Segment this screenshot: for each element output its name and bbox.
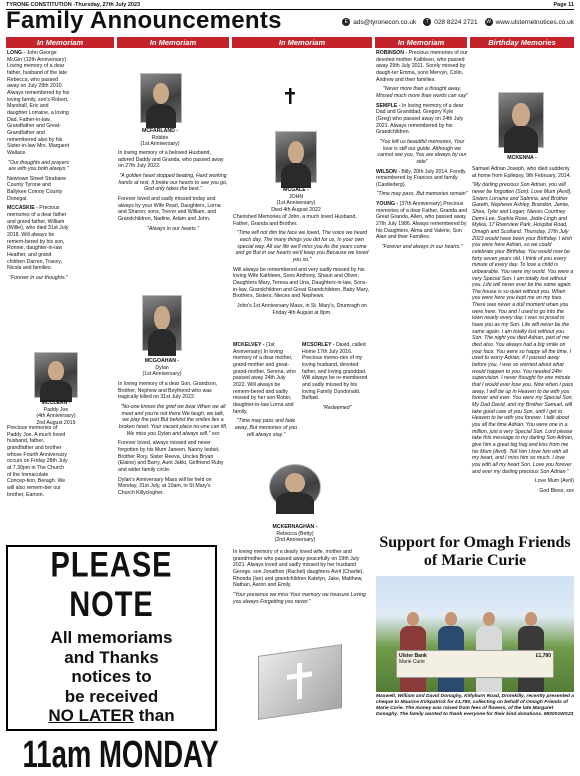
notice-verse: "Always in our hearts.": [147, 225, 199, 232]
notice-body: Precious memories of a dear father and grand father, William (Willie), who died 31st July 2018. Will always be remem-bered by his son, Ronnie, daughter-in-law Heather, and grand children Darren, Tracey, Nicola and families.: [7, 205, 69, 272]
notice-verse: "My darling precious Son Adrian, you will never be forgotten (Son). Love Mum (Avril), Sisters Lorraine and Sabrina, and Brother Gareth, Nephews Ashley, Brandon, Jamie, Shea, Tyler and Logan; Nieces Courtney Demi-Lee, Sophia Rose, Jodie-Lingh and Mylea, 17 Riverview Park, Hospital Road, Omagh and Scotland. Thursday, 27th July 2023 would have been your Birthday. I wish you were here Adrian, so we could celebrate your Birthday. You would now be forty seven years old. I think of you every minute of every day. To lose a child is unbearable. You were my world. You were a very Special Son. I am totally lost without you. Life will never ever be the same again. The house is so quiet without you. When you were here you kept me on my toes. There was never a dull moment when you were here. You and I used to go into the town nearly every day. I was so proud to have you as my Son. Life will never be the same again. I am totally lost without you Son. The night you died Adrian, part of me died also. You always had a big smile on your face. You were so happy all the time. I used to worry Adrian, if I passed away before you, I was so worried about what would happen to you. You needed 24hr supervision. I never thought for one minute that I would ever lose you. Now when I pass away, I will be up in Heaven to be with you forever and ever. You were my Special Son, My Dad David, and my Brother Samuel, will take good care of you Son, until I get to Heaven to be with you forever. I talk about you all the time Adrian. You were one in a million, just a very Special Son. Lord please take this message to my darling Son Adrian, give him a great big hug and kiss from me his Mum (Avril). Tell him I love him with all my heart, and I miss him so much. I love you with all my heart Son. Love you forever and ever my darling precious Son Adrian.": [472, 182, 574, 475]
notice-name: MCKENNA -: [507, 155, 537, 161]
notice-caption: MCGALE - JOHN (1st Anniversary) Died 4th August 2022: [271, 187, 321, 213]
portrait-photo: [275, 131, 317, 183]
portrait-photo: [142, 295, 182, 351]
notice-family: Forever loved, always missed and never forgotten by his Mum Janeen, Nanny Isobel, Brother Rory, Sister Reeva, Uncles Bryan (Elaine) and Barry, Aunt Jakki, Girlfriend Ruby and wider family circle.: [118, 440, 224, 473]
email-icon: E: [342, 18, 350, 26]
notice-caption: MCKERNAGHAN - Rebecca (Betty) (2nd Anniversary): [272, 524, 318, 543]
notice-place: Newtown Street Strabane County Tyrone and Ballykee Comoy County Donegal.: [7, 175, 67, 202]
notice-body: Precious memories of Paddy Joe. A much loved husband, father, grandfather and brother whose Fourth Anniversary occurs on Friday 28th July at 7.30pm in The Church of the Immaculate Concep-tion, Beragh. We will also remem-ber our brother, Eamon.: [7, 425, 68, 498]
notice-mcclean: [7, 425, 69, 543]
notice-verse: "Never more than a thought away, Missed much more than words can say": [376, 86, 468, 99]
notice-name: MCCASKIE -: [7, 205, 38, 212]
cheque-amount: £1,780: [535, 653, 551, 659]
notice-verse: "No-one knows the grief we bear When we all meet and you're not there We laugh, we talk, we play the part But behind the smiles lies a broken heart. Your vacant place no-one can fill, We miss you Dylan and always will." xxx: [118, 403, 228, 437]
notice-body: John George McGirr (12th Anniversary) Loving memory of a dear father, husband of the late Rebecca, who passed away on July 28th 2010. Always remembered by his loving family, son's Robert, Marshall, Eric and daughter Lorraine, a loving Dad, Father-in-law, Grandfather and Great-Grandfather and remembered also by his Sister-in-law Mrs. Margaret Wallace.: [7, 50, 70, 156]
web-icon: W: [486, 19, 491, 25]
notice-verse: "Forever and always in our hearts.": [381, 244, 463, 251]
notice-mass: John's 1st Anniversary Mass, in St. Mary's, Drumragh on Friday 4th August at 8pm.: [237, 302, 367, 316]
notice-body: In loving memory of a dearly loved wife, mother and grandmother who passed away peacefully on 19th July 2021. Always loved and sadly missed by her husband George, son Jonathon (Rachel) daughters Avril (Charlie), Rhonda (Ian) and grandchildren Katelyn, Jake, Matthew, Nathan, Aaron and Emily.: [233, 549, 364, 589]
notice-caption: MCGOAHAN - Dylan (1st Anniversary): [142, 358, 182, 377]
notice-verse: "Our thoughts and prayers are with you both always.": [8, 159, 69, 173]
notice-long: [7, 50, 70, 350]
notice-body: In loving memory of a beloved Husband, adored Daddy and Granda, who passed away on 27th July 2022.: [118, 150, 224, 170]
portrait-photo: [498, 92, 544, 148]
notice-mckelvey: [233, 342, 299, 462]
notice-body: Cherished Memories of John, a much loved Husband, Father, Granda and Brother.: [233, 214, 357, 227]
notice-body: In loving memory of a dear Dad and Granddad, Gregory Kyle (Greg) who passed away on 24th July 2021. Always remembered by his Grandchildren.: [376, 102, 464, 136]
notice-verse: "You left us beautiful memories, Your love is still our guide. Although we cannot see you, You are always by our side": [377, 138, 467, 165]
support-title: Support for Omagh Friends of Marie Curie: [379, 534, 571, 569]
notice-name: YOUNG -: [376, 201, 399, 208]
cheque: [396, 650, 554, 678]
notice-verse: "Forever in our thoughts.": [9, 275, 68, 281]
publication-date: TYRONE CONSTITUTION -Thursday, 27th July 2023: [6, 2, 141, 8]
cross-icon: [285, 88, 295, 104]
page-title: Family Announcements: [6, 7, 282, 34]
notice-body: (1st Anniversary) In loving memory of a dear mother, grand-mother and great-grand-mother, Serena, who passed away 24th July 2022. Will always be remem-bered and sadly missed by her son Robin, daughter-in-law Lorna and family.: [233, 342, 296, 415]
notice-family: Will always be remembered and very sadly missed by his loving Wife Kathleen, Sons Anthony, Shaun and Oliver, Daughters Mary, Teresa and Una, Daughters-in-law, Sons-in-law, Grandchildren and Great Grandchildren, Baby Mary, Brothers, Sisters, Nieces and Nephews.: [233, 266, 369, 300]
notice-verse: "Your presence we miss Your memory we treasure Loving you always Forgetting you never.": [233, 591, 366, 605]
page-number: Page 11: [553, 2, 574, 8]
bible-illustration: [258, 644, 342, 720]
portrait-photo: [34, 352, 78, 398]
portrait-photo: [269, 464, 321, 510]
notice-verse: "Time may pass, But memories remain": [376, 191, 468, 198]
section-header: In Memoriam: [6, 37, 114, 48]
notice-verse: "Time may pass and fade away, But memories of you will always stay.": [234, 418, 298, 438]
notice-name: SEMPLE -: [376, 102, 401, 109]
section-header: Birthday Memories: [470, 37, 574, 48]
notice-name: MCKELVEY -: [233, 342, 265, 348]
notice-name: LONG -: [7, 50, 26, 56]
notice-mass: Dylan's Anniversary Mass will be held on Monday, 31st July, at 10am, in St Mary's Church Killyclogher.: [118, 476, 212, 496]
notice-body: In loving memory of a dear Son, Grandson, Brother, Nephew and Boyfriend who was tragically killed on 31st July 2022.: [118, 381, 218, 401]
contact-bar: [342, 18, 574, 26]
notice-name: MCSORLEY -: [302, 342, 335, 348]
notice-verse: "Redeemed": [322, 404, 352, 411]
web-link[interactable]: www.ulsternetnotices.co.uk: [495, 18, 574, 26]
cheque-payee: Marie Curie: [399, 659, 425, 665]
notice-body: David, called Home 17th July 2016. Precious memo-ries of my loving husband, devoted father, and loving granddad. Will always be re-membered and sadly missed by his loving Family Dundonald, Belfast.: [302, 342, 368, 402]
group-photo: [376, 576, 574, 692]
notice-line: All memoriams and Thanks notices to be received NO LATER than: [48, 628, 175, 726]
notice-mcgale: [233, 214, 371, 340]
notice-name: WILSON -: [376, 168, 400, 175]
notice-mckenna: [472, 166, 574, 524]
phone-number: 028 8224 2721: [434, 18, 478, 26]
notice-caption: MCFARLAND - Robbie (1st Anniversary): [140, 128, 180, 147]
phone-icon: T: [423, 18, 431, 26]
notice-body: Samuel Adrian Joseph, who died suddenly at home from Epilepsy, 9th February, 2014.: [472, 166, 571, 179]
photo-caption: Maxwell, William and David Donaghy, Killyburn Road, Dromkilly, recently presented a cheque to Maurice Kirkpatrick for £1,780, collecting on behalf of Omagh Friends of Marie Curie. The money was raised from fees of flowers, of the late Margaret Donaghy. The family wanted to thank everyone for their kind donations. MI3001WS23: [376, 694, 574, 718]
notice-body: (37th Anniversary) Precious memories of a dear Father, Granda and Great Granda, Allen, who passed away 27th July 1986. Always remembered by his Daughters, Alma and Valerie, Son Alan and their Families.: [376, 201, 468, 241]
notice-verse: "A golden heart stopped beating, Hard working hands at rest, It broke our hearts to see you go, God only takes the best.": [118, 172, 228, 193]
notice-family: Forever loved and sadly missed today and always by your Wife Pearl, Daughters, Lorna and Sharon; sons, Trevor and William, and Grandchildren, Nadine, Adam and John.: [118, 195, 221, 222]
notice-deadline: 11am MONDAY: [22, 732, 219, 776]
email-link[interactable]: ads@tyronecon.co.uk: [353, 18, 417, 26]
notice-col4: [376, 50, 468, 390]
notice-mcfarland: [118, 150, 228, 275]
section-header: In Memoriam: [232, 37, 372, 48]
notice-sign: Love Mum (Avril): [534, 478, 574, 485]
notice-mcgoahan: [118, 381, 228, 541]
notice-sign: God Bless, xxx: [539, 487, 574, 494]
cheque-bank: Ulster Bank: [399, 653, 427, 659]
notice-mckernaghan: [233, 549, 371, 639]
notice-mcsorley: [302, 342, 372, 442]
please-note-box: [6, 545, 219, 776]
notice-name: ROBINSON -: [376, 50, 408, 56]
notice-heading: PLEASE NOTE: [50, 546, 173, 625]
notice-caption: MCCLEAN - Paddy Joe (4th Anniversary) 2nd August 2019: [36, 400, 76, 426]
portrait-photo: [140, 73, 182, 123]
cross-icon: [259, 645, 343, 721]
section-header: In Memoriam: [375, 37, 467, 48]
notice-body: Billy, 20th July 2014. Fondly remembered by Frances and family (Castlederg).: [376, 168, 466, 188]
notice-verse: "Time will not dim the face we loved, The voice we heard each day, The many things you did for us, In your own special way. All our life we'll miss you As the years come and go But in our hearts we'll keep you Because we loved you so.": [235, 230, 369, 263]
section-header: In Memoriam: [117, 37, 229, 48]
notice-body: Precious memories of our devoted mother Kathleen, who passed away 29th July 2011. Sorely missed by daugh-ter Emma, sons Mervyn, Colin, Andrew and their families.: [376, 50, 468, 83]
